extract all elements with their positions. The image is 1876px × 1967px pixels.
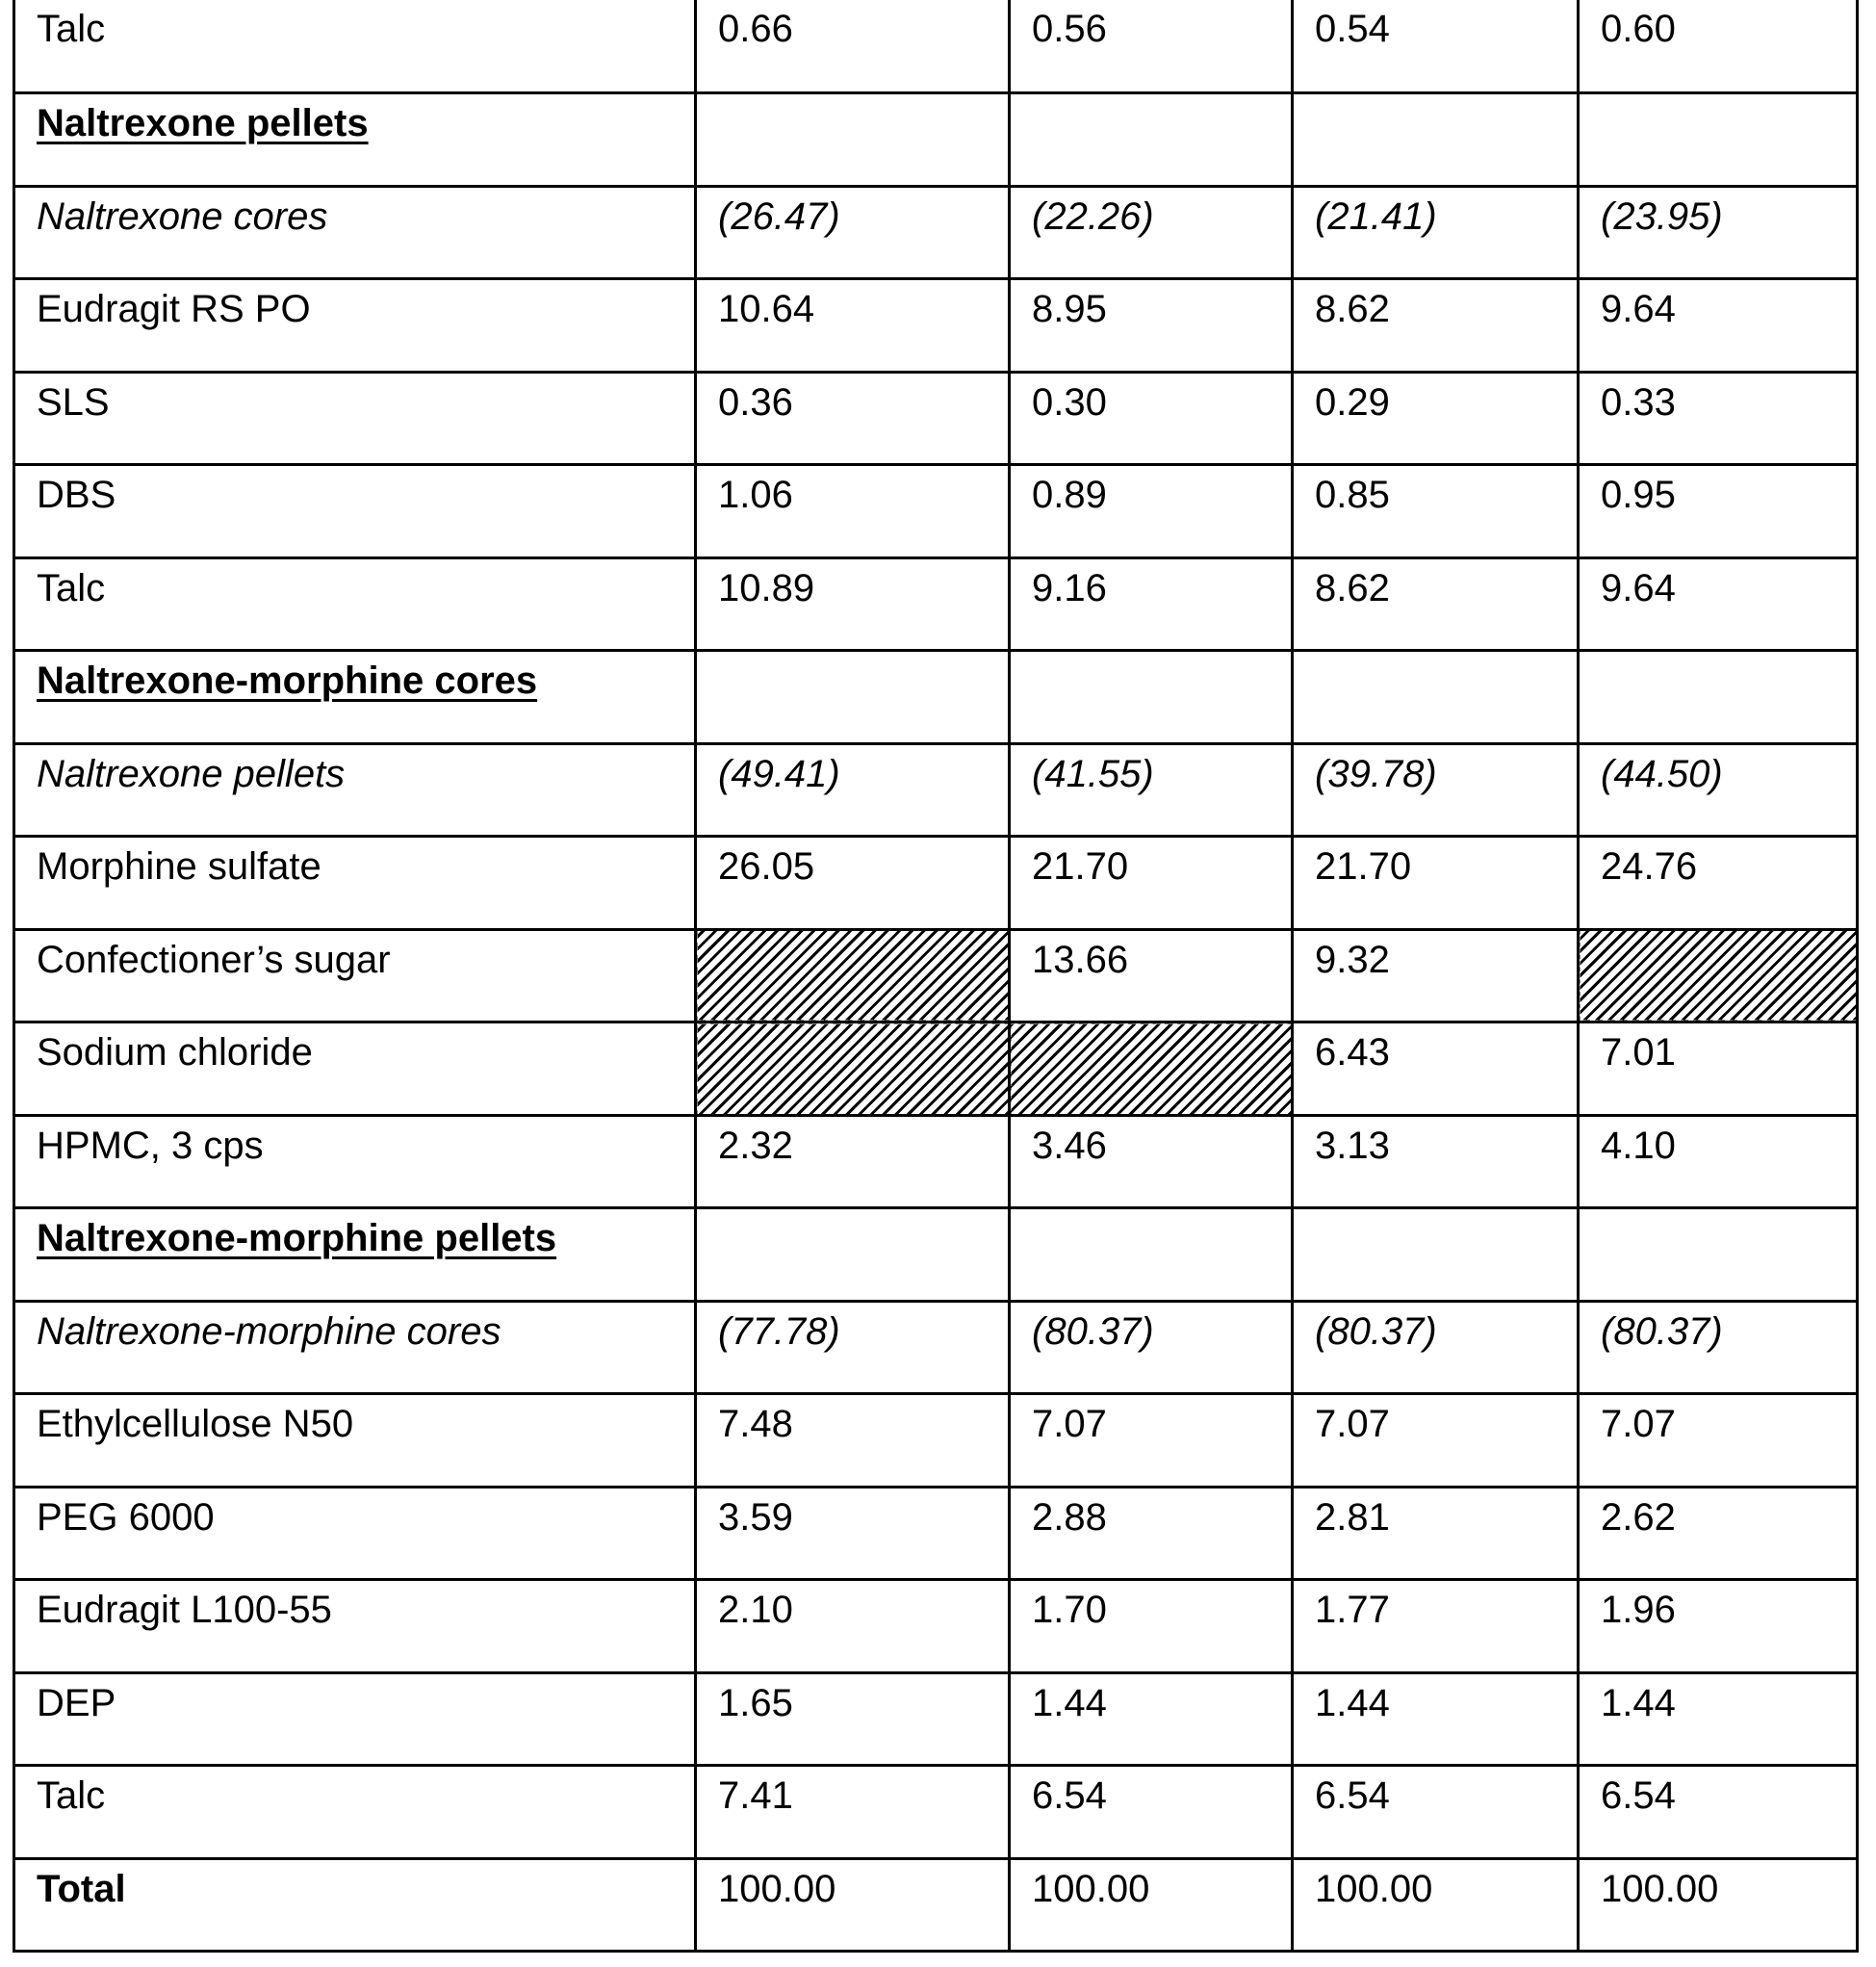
value-cell: 9.16 xyxy=(1010,557,1293,651)
value-cell xyxy=(696,1208,1010,1302)
value-cell: 0.33 xyxy=(1579,372,1858,465)
table-row xyxy=(14,557,1858,651)
value-cell: 6.54 xyxy=(1010,1766,1293,1859)
value-cell: 6.54 xyxy=(1579,1766,1858,1859)
value-cell: (80.37) xyxy=(1010,1301,1293,1394)
value-cell: (80.37) xyxy=(1293,1301,1579,1394)
value-cell: 8.95 xyxy=(1010,279,1293,373)
value-cell: 1.70 xyxy=(1010,1580,1293,1673)
table-row xyxy=(14,837,1858,930)
section-header-row xyxy=(14,93,1858,187)
table-row xyxy=(14,465,1858,558)
value-cell: (22.26) xyxy=(1010,186,1293,279)
table-row xyxy=(14,1580,1858,1673)
value-cell xyxy=(1293,651,1579,744)
value-cell: 1.06 xyxy=(696,465,1010,558)
value-cell: 1.65 xyxy=(696,1672,1010,1766)
section-header-row xyxy=(14,651,1858,744)
table-row xyxy=(14,1487,1858,1580)
value-cell: 0.60 xyxy=(1579,0,1858,93)
row-label: Naltrexone pellets xyxy=(14,93,696,187)
value-cell: 3.13 xyxy=(1293,1115,1579,1208)
row-label: Naltrexone cores xyxy=(14,186,696,279)
value-cell: 0.66 xyxy=(696,0,1010,93)
row-label: Sodium chloride xyxy=(14,1022,696,1116)
table-row xyxy=(14,279,1858,373)
value-cell: 1.44 xyxy=(1010,1672,1293,1766)
value-cell: 21.70 xyxy=(1293,837,1579,930)
table-row xyxy=(14,1301,1858,1394)
row-label: Naltrexone pellets xyxy=(14,743,696,837)
value-cell: 2.88 xyxy=(1010,1487,1293,1580)
value-cell: 26.05 xyxy=(696,837,1010,930)
row-label: Talc xyxy=(14,557,696,651)
value-cell: 0.30 xyxy=(1010,372,1293,465)
formulation-table xyxy=(13,0,1859,1953)
value-cell: (39.78) xyxy=(1293,743,1579,837)
row-label: Morphine sulfate xyxy=(14,837,696,930)
row-label: Naltrexone-morphine cores xyxy=(14,651,696,744)
value-cell: (26.47) xyxy=(696,186,1010,279)
value-cell: 100.00 xyxy=(1579,1858,1858,1952)
hatched-empty-cell xyxy=(1579,929,1858,1022)
value-cell: 9.64 xyxy=(1579,557,1858,651)
table-body xyxy=(14,0,1858,1952)
row-label: Ethylcellulose N50 xyxy=(14,1394,696,1488)
value-cell xyxy=(1579,651,1858,744)
value-cell: 0.29 xyxy=(1293,372,1579,465)
hatched-empty-cell xyxy=(696,929,1010,1022)
value-cell: 9.64 xyxy=(1579,279,1858,373)
table-row xyxy=(14,1022,1858,1116)
value-cell: 1.44 xyxy=(1579,1672,1858,1766)
value-cell: 6.54 xyxy=(1293,1766,1579,1859)
value-cell: 0.56 xyxy=(1010,0,1293,93)
table-row xyxy=(14,1766,1858,1859)
table-row xyxy=(14,929,1858,1022)
row-label: Talc xyxy=(14,1766,696,1859)
value-cell: 7.41 xyxy=(696,1766,1010,1859)
value-cell: 100.00 xyxy=(696,1858,1010,1952)
value-cell: 10.89 xyxy=(696,557,1010,651)
row-label: Confectioner’s sugar xyxy=(14,929,696,1022)
row-label: Total xyxy=(14,1858,696,1952)
value-cell: 0.95 xyxy=(1579,465,1858,558)
value-cell xyxy=(696,93,1010,187)
value-cell: 1.96 xyxy=(1579,1580,1858,1673)
value-cell: 100.00 xyxy=(1293,1858,1579,1952)
table-row xyxy=(14,743,1858,837)
table-row xyxy=(14,1394,1858,1488)
value-cell: 0.89 xyxy=(1010,465,1293,558)
table-row xyxy=(14,1858,1858,1952)
value-cell xyxy=(1010,1208,1293,1302)
table-row xyxy=(14,186,1858,279)
value-cell: 0.85 xyxy=(1293,465,1579,558)
row-label: SLS xyxy=(14,372,696,465)
value-cell: (41.55) xyxy=(1010,743,1293,837)
value-cell: (21.41) xyxy=(1293,186,1579,279)
value-cell xyxy=(1579,1208,1858,1302)
table-row xyxy=(14,1115,1858,1208)
value-cell: (80.37) xyxy=(1579,1301,1858,1394)
row-label: DBS xyxy=(14,465,696,558)
value-cell: 24.76 xyxy=(1579,837,1858,930)
table-row xyxy=(14,372,1858,465)
value-cell: 7.07 xyxy=(1293,1394,1579,1488)
value-cell: (44.50) xyxy=(1579,743,1858,837)
row-label: Eudragit L100-55 xyxy=(14,1580,696,1673)
value-cell: 7.01 xyxy=(1579,1022,1858,1116)
value-cell: 8.62 xyxy=(1293,557,1579,651)
value-cell: 7.07 xyxy=(1010,1394,1293,1488)
value-cell: 2.32 xyxy=(696,1115,1010,1208)
hatched-empty-cell xyxy=(696,1022,1010,1116)
value-cell: 7.48 xyxy=(696,1394,1010,1488)
value-cell xyxy=(1293,1208,1579,1302)
value-cell: 4.10 xyxy=(1579,1115,1858,1208)
value-cell xyxy=(1293,93,1579,187)
row-label: Naltrexone-morphine pellets xyxy=(14,1208,696,1302)
value-cell: 0.54 xyxy=(1293,0,1579,93)
value-cell: 13.66 xyxy=(1010,929,1293,1022)
value-cell: 1.44 xyxy=(1293,1672,1579,1766)
value-cell: 100.00 xyxy=(1010,1858,1293,1952)
hatched-empty-cell xyxy=(1010,1022,1293,1116)
value-cell: 2.81 xyxy=(1293,1487,1579,1580)
value-cell xyxy=(1010,93,1293,187)
table-row xyxy=(14,0,1858,93)
row-label: HPMC, 3 cps xyxy=(14,1115,696,1208)
row-label: Eudragit RS PO xyxy=(14,279,696,373)
row-label: DEP xyxy=(14,1672,696,1766)
value-cell: 10.64 xyxy=(696,279,1010,373)
value-cell: (77.78) xyxy=(696,1301,1010,1394)
value-cell xyxy=(1010,651,1293,744)
value-cell: 2.62 xyxy=(1579,1487,1858,1580)
section-header-row xyxy=(14,1208,1858,1302)
value-cell: (49.41) xyxy=(696,743,1010,837)
value-cell: 3.46 xyxy=(1010,1115,1293,1208)
value-cell xyxy=(1579,93,1858,187)
value-cell: 8.62 xyxy=(1293,279,1579,373)
value-cell xyxy=(696,651,1010,744)
row-label: Naltrexone-morphine cores xyxy=(14,1301,696,1394)
value-cell: 9.32 xyxy=(1293,929,1579,1022)
value-cell: 6.43 xyxy=(1293,1022,1579,1116)
value-cell: 7.07 xyxy=(1579,1394,1858,1488)
row-label: Talc xyxy=(14,0,696,93)
value-cell: (23.95) xyxy=(1579,186,1858,279)
value-cell: 21.70 xyxy=(1010,837,1293,930)
value-cell: 3.59 xyxy=(696,1487,1010,1580)
table-row xyxy=(14,1672,1858,1766)
row-label: PEG 6000 xyxy=(14,1487,696,1580)
value-cell: 1.77 xyxy=(1293,1580,1579,1673)
value-cell: 0.36 xyxy=(696,372,1010,465)
value-cell: 2.10 xyxy=(696,1580,1010,1673)
